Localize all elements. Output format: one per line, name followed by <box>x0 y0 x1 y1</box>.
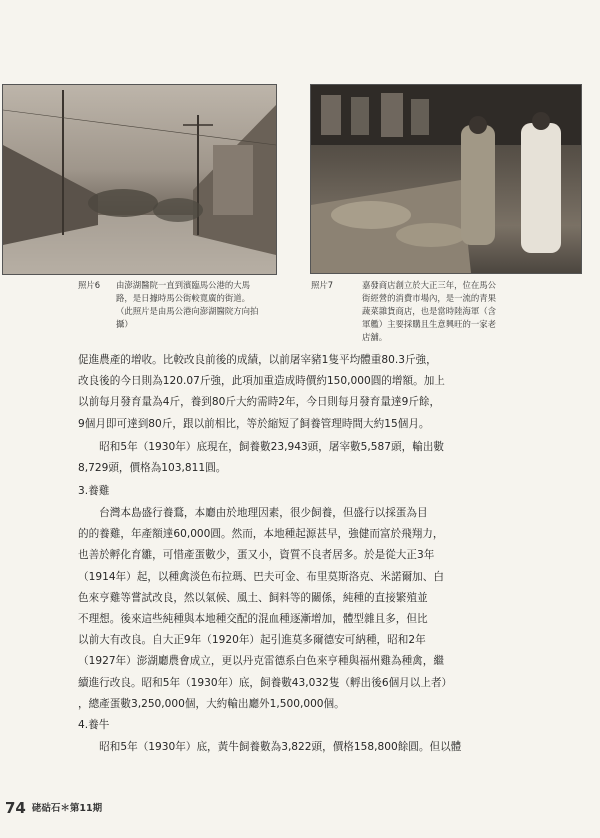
section-heading-3: 3.養雞 <box>78 485 110 497</box>
text-line: 色來亨雞等嘗試改良，然以氣候、風土、飼料等的關係，純種的直接繁殖並 <box>78 591 428 604</box>
magazine-title: 硓𥑮石＊第11期 <box>31 803 103 814</box>
photo-7-number: 照片7 <box>311 280 334 290</box>
page-number: 74 <box>5 799 26 817</box>
caption-line: 攝） <box>116 319 133 329</box>
page-footer <box>5 790 102 816</box>
photo-6-street-scene <box>2 84 277 275</box>
text-line: （1927年）澎湖廳農會成立，更以丹克雷德系白色來亨種與福州雞為種禽，繼 <box>78 655 444 668</box>
photo-7-caption <box>311 279 571 359</box>
section-heading-4: 4.養牛 <box>78 719 110 731</box>
photo-7-shop-interior <box>310 84 582 274</box>
photo-6-caption <box>78 279 288 339</box>
caption-line: 路，是日據時馬公街較寬廣的街道。 <box>116 293 250 303</box>
caption-line: 由澎湖醫院一直到濱臨馬公港的大馬 <box>116 280 250 290</box>
text-line: 昭和5年（1930年）底現在，飼養數23,943頭，屠宰數5,587頭，輸出數 <box>78 441 444 453</box>
caption-line: 嘉發商店創立於大正三年，位在馬公 <box>362 280 496 290</box>
photo-6-number: 照片6 <box>78 280 101 290</box>
text-line: 8,729頭，價格為103,811圓。 <box>78 462 227 475</box>
text-line: 也善於孵化育雛，可惜產蛋數少，蛋又小，資質不良者居多。於是從大正3年 <box>78 549 435 562</box>
paragraph-2 <box>78 437 586 479</box>
caption-line: 店舖。 <box>362 332 388 342</box>
text-line: 不理想。後來這些純種與本地種交配的混血種逐漸增加，體型雜且多，但比 <box>78 612 428 625</box>
text-line: 的的養雞，年產額達60,000圓。然而，本地種起源甚早，強健而富於飛翔力， <box>78 528 444 541</box>
photo-6-caption-text <box>116 279 258 331</box>
text-line: ，總產蛋數3,250,000個，大約輸出廳外1,500,000個。 <box>78 697 345 710</box>
photo-7-caption-text <box>362 279 496 344</box>
paragraph-1 <box>78 350 586 435</box>
text-line: 台灣本島盛行養鶩，本廳由於地理因素，很少飼養，但盛行以採蛋為目 <box>78 507 428 519</box>
text-line: 以前大有改良。自大正9年（1920年）起引進莫多爾德安可納種，昭和2年 <box>78 634 426 647</box>
text-line: 改良後的今日則為120.07斤強，此項加重造成時價約150,000圓的增額。加上 <box>78 375 445 388</box>
text-line: 以前每月發育量為4斤，養到80斤大約需時2年，今日則每月發育量達9斤餘， <box>78 396 441 409</box>
paragraph-3 <box>78 503 586 715</box>
caption-line: 街經營的消費市場內，是一流的青果 <box>362 293 496 303</box>
caption-line: （此照片是由馬公港向澎湖醫院方向拍 <box>116 306 259 316</box>
caption-line: 軍艦）主要採購且生意興旺的一家老 <box>362 319 496 329</box>
paragraph-4 <box>78 737 586 758</box>
caption-line: 蔬菜雜貨商店，也是當時陸海軍（含 <box>362 306 496 316</box>
text-line: 9個月即可達到80斤，跟以前相比，等於縮短了飼養管理時間大約15個月。 <box>78 417 430 430</box>
text-line: 昭和5年（1930年）底，黃牛飼養數為3,822頭，價格158,800餘圓。但以體 <box>78 741 462 753</box>
text-line: 續進行改良。昭和5年（1930年）底，飼養數43,032隻（孵出後6個月以上者） <box>78 676 453 689</box>
text-line: （1914年）起，以種禽淡色布拉瑪、巴夫可金、布里莫斯洛克、米諾爾加、白 <box>78 570 444 583</box>
text-line: 促進農產的增收。比較改良前後的成績，以前屠宰豬1隻平均體重80.3斤強， <box>78 354 437 366</box>
